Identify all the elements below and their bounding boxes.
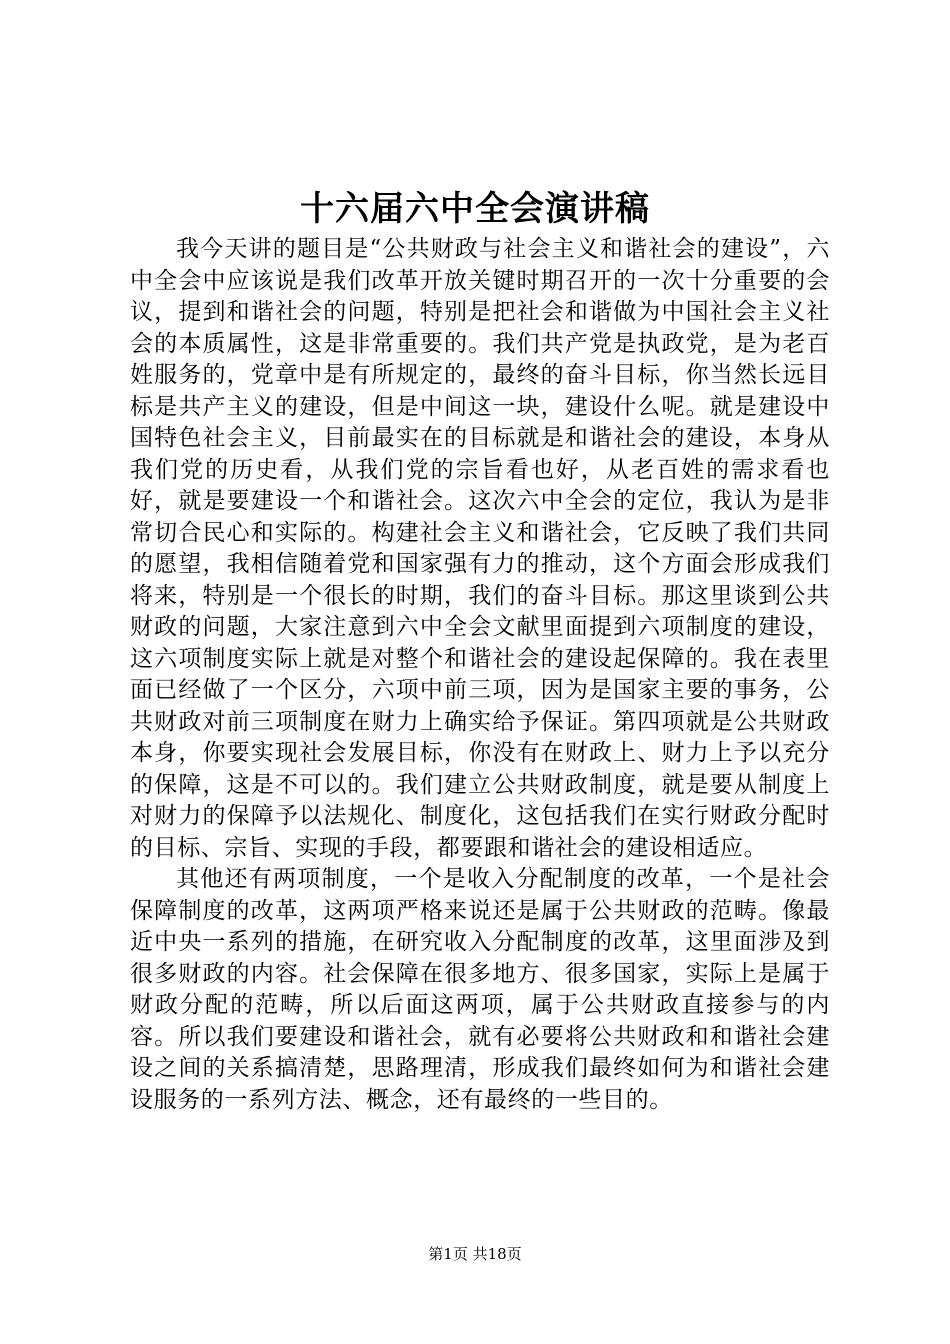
document-title: 十六届六中全会演讲稿: [300, 189, 650, 229]
document-body: [130, 234, 830, 1116]
page-footer: 第1页 共18页: [428, 1245, 522, 1263]
paragraph-1: 我今天讲的题目是“公共财政与社会主义和谐社会的建设”，六中全会中应该说是我们改革开放关键时期召开的一次十分重要的会议，提到和谐社会的问题，特别是把社会和谐做为中国社会主义社会的本质属性，这是非常重要的。我们共产党是执政党，是为老百姓服务的，党章中是有所规定的，最终的奋斗目标，你当然长远目标是共产主义的建设，但是中间这一块，建设什么呢。就是建设中国特色社会主义，目前最实在的目标就是和谐社会的建设，本身从我们党的历史看，从我们党的宗旨看也好，从老百姓的需求看也好，就是要建设一个和谐社会。这次六中全会的定位，我认为是非常切合民心和实际的。构建社会主义和谐社会，它反映了我们共同的愿望，我相信随着党和国家强有力的推动，这个方面会形成我们将来，特别是一个很长的时期，我们的奋斗目标。那这里谈到公共财政的问题，大家注意到六中全会文献里面提到六项制度的建设，这六项制度实际上就是对整个和谐社会的建设起保障的。我在表里面已经做了一个区分，六项中前三项，因为是国家主要的事务，公共财政对前三项制度在财力上确实给予保证。第四项就是公共财政本身，你要实现社会发展目标，你没有在财政上、财力上予以充分的保障，这是不可以的。我们建立公共财政制度，就是要从制度上对财力的保障予以法规化、制度化，这包括我们在实行财政分配时的目标、宗旨、实现的手段，都要跟和谐社会的建设相适应。: [130, 236, 830, 861]
paragraph-2: 其他还有两项制度，一个是收入分配制度的改革，一个是社会保障制度的改革，这两项严格来说还是属于公共财政的范畴。像最近中央一系列的措施，在研究收入分配制度的改革，这里面涉及到很多财政的内容。社会保障在很多地方、很多国家，实际上是属于财政分配的范畴，所以后面这两项，属于公共财政直接参与的内容。所以我们要建设和谐社会，就有必要将公共财政和和谐社会建设之间的关系搞清楚，思路理清，形成我们最终如何为和谐社会建设服务的一系列方法、概念，还有最终的一些目的。: [130, 866, 830, 1113]
